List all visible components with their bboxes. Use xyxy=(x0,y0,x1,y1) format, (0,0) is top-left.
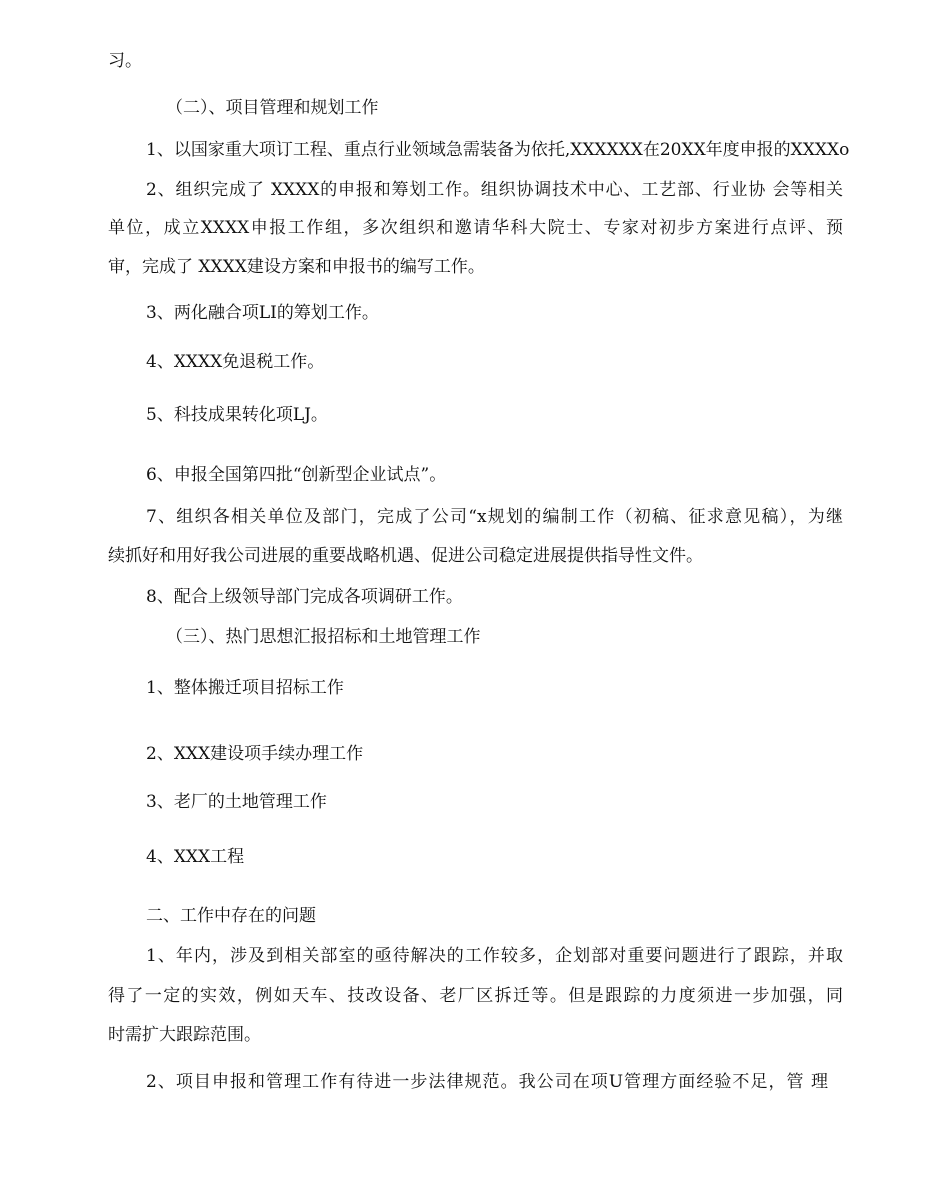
paragraph-item-2-line-1: 2、组织完成了 XXXX的申报和筹划工作。组织协调技术中心、工艺部、行业协 会等相关 xyxy=(146,180,843,200)
section-heading-3: （三）、热门思想汇报招标和土地管理工作 xyxy=(166,627,481,647)
paragraph-item-7-line-1: 7、组织各相关单位及部门，完成了公司“x规划的编制工作（初稿、征求意见稿），为继 xyxy=(146,507,843,527)
paragraph-item-2-line-2: 单位，成立XXXX申报工作组，多次组织和邀请华科大院士、专家对初步方案进行点评、预 xyxy=(108,218,843,238)
paragraph-item-8: 8、配合上级领导部门完成各项调研工作。 xyxy=(146,587,463,607)
list-item-3: 3、老厂的土地管理工作 xyxy=(146,792,327,812)
paragraph-item-7-line-2: 续抓好和用好我公司进展的重要战略机遇、促进公司稳定进展提供指导性文件。 xyxy=(108,546,703,566)
problem-item-1-line-3: 时需扩大跟踪范围。 xyxy=(108,1025,261,1045)
paragraph-item-5: 5、科技成果转化项LJ。 xyxy=(146,405,328,425)
paragraph-item-6: 6、申报全国第四批“创新型企业试点”。 xyxy=(146,465,447,485)
problem-item-1-line-1: 1、年内，涉及到相关部室的亟待解决的工作较多，企划部对重要问题进行了跟踪，并取 xyxy=(146,946,843,966)
problem-item-1-line-2: 得了一定的实效，例如天车、技改设备、老厂区拆迁等。但是跟踪的力度须进一步加强，同 xyxy=(108,986,843,1006)
problem-item-2-line-1: 2、项目申报和管理工作有待进一步法律规范。我公司在项U管理方面经验不足，管 理 xyxy=(146,1072,828,1092)
list-item-2: 2、XXX建设项手续办理工作 xyxy=(146,744,364,764)
paragraph-item-4: 4、XXXX免退税工作。 xyxy=(146,352,325,372)
list-item-4: 4、XXX工程 xyxy=(146,847,245,867)
list-item-1: 1、整体搬迁项目招标工作 xyxy=(146,678,344,698)
text-line-continuation: 习。 xyxy=(108,51,142,71)
paragraph-item-2-line-3: 审，完成了 XXXX建设方案和申报书的编写工作。 xyxy=(108,257,485,277)
section-heading-2: （二）、项目管理和规划工作 xyxy=(166,98,379,118)
section-heading-problems: 二、工作中存在的问题 xyxy=(146,906,316,926)
paragraph-item-1: 1、以国家重大项订工程、重点行业领域急需装备为依托,XXXXXX在20XX年度申报的XXXXo xyxy=(146,140,850,160)
paragraph-item-3: 3、两化融合项LI的筹划工作。 xyxy=(146,303,379,323)
